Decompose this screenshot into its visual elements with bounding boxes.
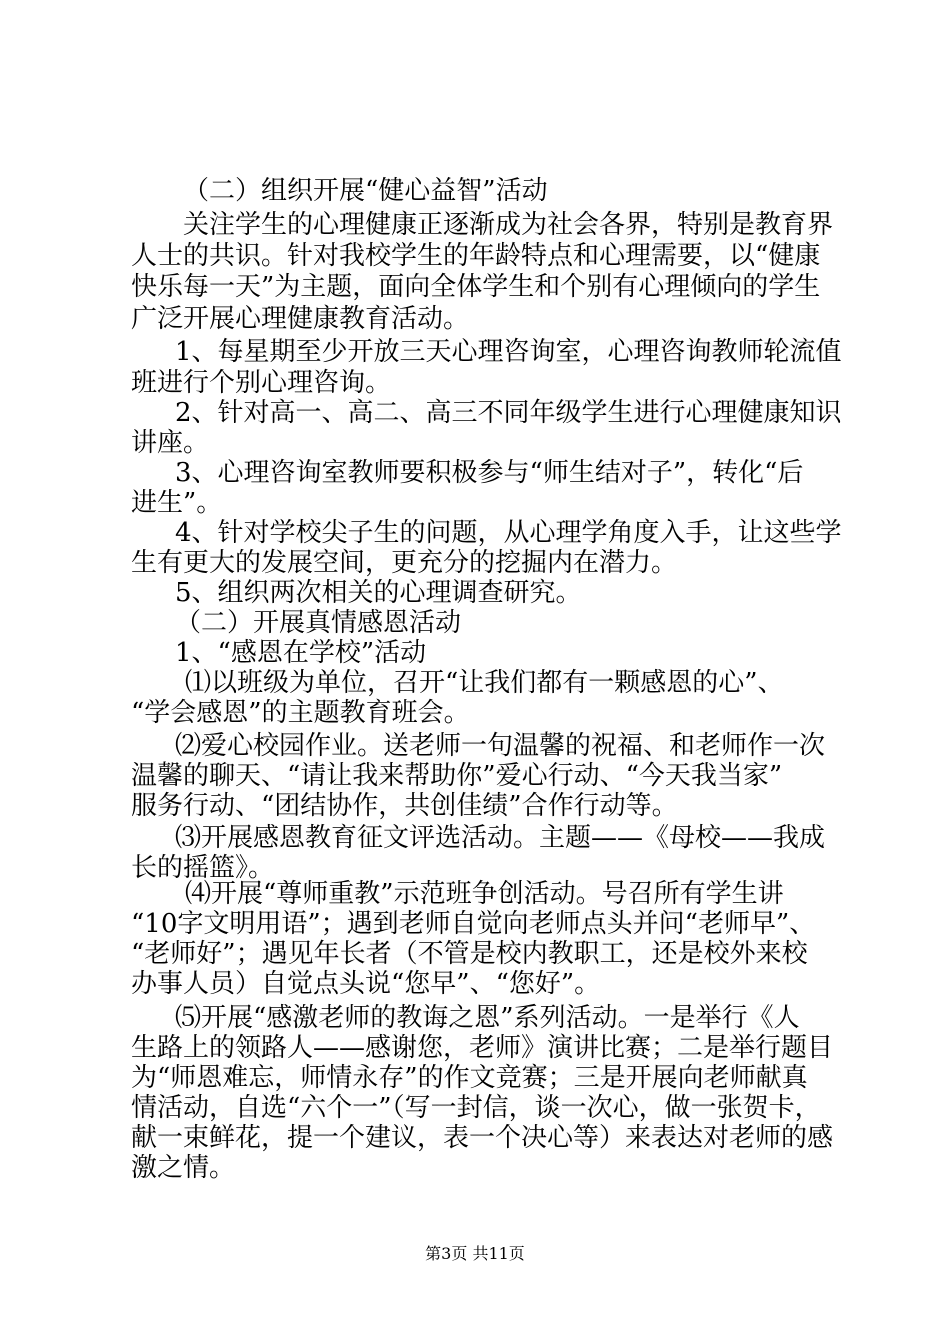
paragraph-line: 广泛开展心理健康教育活动。 [131, 304, 470, 334]
subsection-heading: 1、“感恩在学校”活动 [175, 638, 427, 668]
list-item-line: ⑵爱心校园作业。送老师一句温馨的祝福、和老师作一次 [175, 731, 826, 761]
list-item-line: 5、组织两次相关的心理调查研究。 [175, 578, 582, 608]
section-heading: （二）开展真情感恩活动 [175, 608, 462, 638]
page-number-footer: 第3页 共11页 [425, 1244, 525, 1263]
list-item-line: ⑶开展感恩教育征文评选活动。主题——《母校——我成 [175, 823, 826, 853]
list-item-line: 进生”。 [131, 488, 223, 518]
list-item-line: 1、每星期至少开放三天心理咨询室，心理咨询教师轮流值 [175, 337, 842, 367]
list-item-line: 讲座。 [131, 428, 210, 458]
list-item-line: 情活动，自选“六个一”（写一封信，谈一次心，做一张贺卡， [131, 1093, 821, 1123]
list-item-line: 生有更大的发展空间，更充分的挖掘内在潜力。 [131, 548, 678, 578]
list-item-line: ⑸开展“感激老师的教诲之恩”系列活动。一是举行《人 [175, 1003, 800, 1033]
list-item-line: 为“师恩难忘，师情永存”的作文竞赛；三是开展向老师献真 [131, 1063, 808, 1093]
section-heading: （二）组织开展“健心益智”活动 [183, 176, 548, 206]
list-item-line: 温馨的聊天、“请让我来帮助你”爱心行动、“今天我当家” [131, 761, 783, 791]
list-item-line: 2、针对高一、高二、高三不同年级学生进行心理健康知识 [175, 398, 842, 428]
list-item-line: ⑴以班级为单位，召开“让我们都有一颗感恩的心”、 [185, 668, 784, 698]
paragraph-line: 人士的共识。针对我校学生的年龄特点和心理需要，以“健康 [131, 241, 821, 271]
paragraph-line: 快乐每一天”为主题，面向全体学生和个别有心理倾向的学生 [131, 272, 821, 302]
list-item-line: ⑷开展“尊师重教”示范班争创活动。号召所有学生讲 [185, 879, 784, 909]
list-item-line: “10字文明用语”；遇到老师自觉向老师点头并问“老师早”、 [131, 909, 816, 939]
paragraph-line: 关注学生的心理健康正逐渐成为社会各界，特别是教育界 [183, 210, 834, 240]
list-item-line: 献一束鲜花，提一个建议，表一个决心等）来表达对老师的感 [131, 1123, 834, 1153]
list-item-line: 长的摇篮》。 [131, 853, 275, 883]
list-item-line: “学会感恩”的主题教育班会。 [131, 698, 470, 728]
list-item-line: 办事人员）自觉点头说“您早”、“您好”。 [131, 969, 601, 999]
list-item-line: 4、针对学校尖子生的问题，从心理学角度入手，让这些学 [175, 518, 842, 548]
list-item-line: 3、心理咨询室教师要积极参与“师生结对子”，转化“后 [175, 458, 804, 488]
list-item-line: 服务行动、“团结协作，共创佳绩”合作行动等。 [131, 791, 678, 821]
list-item-line: “老师好”；遇见年长者（不管是校内教职工，还是校外来校 [131, 939, 808, 969]
list-item-line: 生路上的领路人——感谢您，老师》演讲比赛；二是举行题目 [131, 1033, 834, 1063]
list-item-line: 激之情。 [131, 1153, 236, 1183]
list-item-line: 班进行个别心理咨询。 [131, 368, 392, 398]
